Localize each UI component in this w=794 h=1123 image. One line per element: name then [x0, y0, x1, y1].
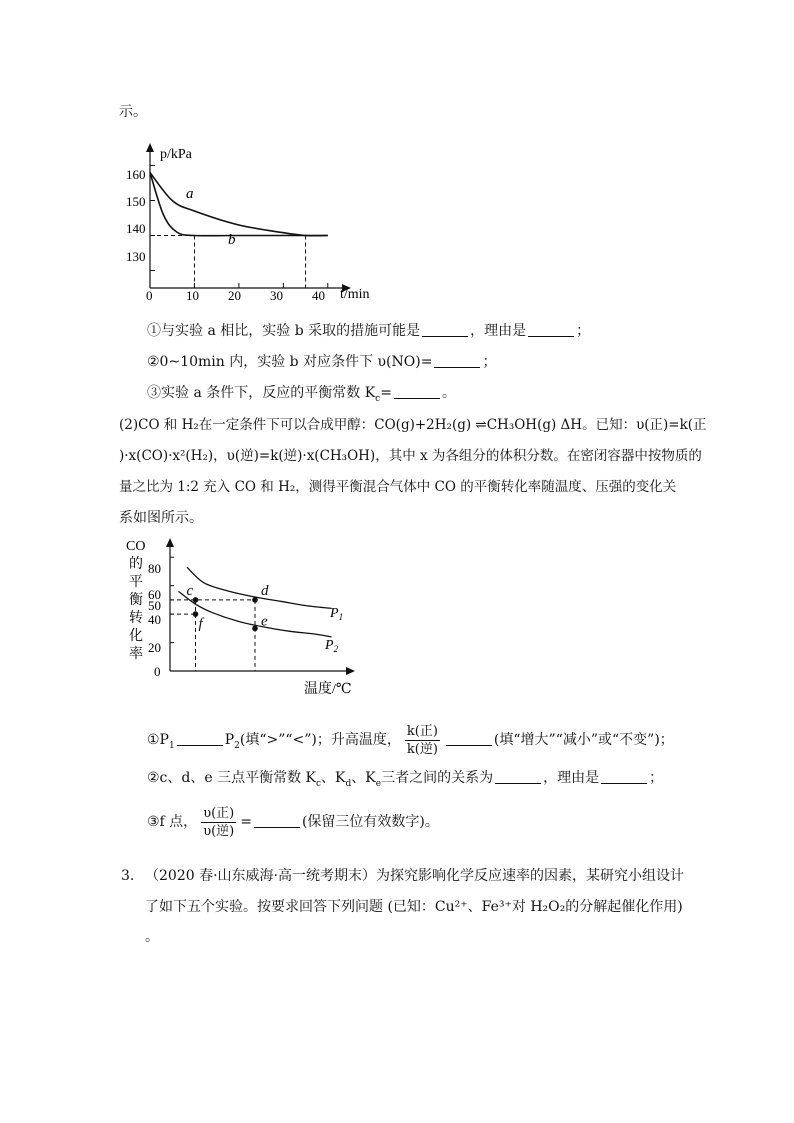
point-f-label: f: [198, 616, 203, 633]
ytick-160: 160: [126, 167, 146, 182]
y-axis-arrow: [166, 538, 174, 547]
point-d: [252, 597, 258, 603]
q3-line1: （2020 春·山东威海·高一统考期末）为探究影响化学反应速率的因素，某研究小组设计: [145, 868, 684, 884]
answer-blank[interactable]: [528, 322, 574, 337]
answer-blank[interactable]: [434, 353, 480, 368]
point-f: [193, 611, 199, 617]
y-label-char: 衡: [129, 593, 143, 608]
answer-blank[interactable]: [177, 731, 223, 746]
series-p1-label: $P_1$: [330, 606, 344, 622]
y-label-char: 的: [129, 557, 143, 572]
y-axis-label: p/kPa: [160, 147, 192, 162]
k-ratio-fraction: $\frac{\text{k(正)}}{\text{k(逆)}}$: [406, 723, 438, 757]
p2-line2: )·x(CO)·x²(H₂)，υ(逆)=k(逆)·x(CH₃OH)，其中 x 为各组分的体积分数。在密闭容器中按物质的: [119, 448, 702, 464]
y-label-char: 平: [129, 575, 143, 590]
q3-line3: 。: [145, 929, 159, 945]
q2-line1: $①P_1$ $P_2$(填“>”“<”)；升高温度， $\frac{\text{k(正)}}{\text{k(逆)}}$ (填“增大”“减小”或“不变”)；: [147, 723, 674, 757]
x-axis-label: 温度/℃: [304, 682, 352, 697]
y-label-char: 率: [129, 647, 143, 662]
ytick-60: 60: [148, 587, 161, 602]
ytick-40: 40: [148, 612, 161, 627]
x-axis-label: t/min: [340, 287, 370, 302]
ytick-50: 50: [148, 598, 161, 613]
xtick-20: 20: [228, 288, 241, 303]
q3-number: 3.: [121, 868, 135, 884]
ytick-140: 140: [126, 221, 146, 236]
y-axis-arrow: [146, 143, 154, 152]
y-label-char: 转: [129, 611, 143, 626]
point-e: [252, 626, 258, 632]
ytick-130: 130: [126, 249, 146, 264]
rate-ratio-fraction: $\frac{\text{υ(正)}}{\text{υ(逆)}}$: [203, 805, 235, 839]
y-label-char: 化: [129, 629, 143, 644]
conversion-temperature-chart: [118, 533, 368, 698]
x-axis-arrow: [346, 667, 355, 675]
ytick-20: 20: [148, 640, 161, 655]
answer-blank[interactable]: [254, 813, 300, 828]
point-c-label: c: [186, 582, 194, 599]
answer-blank[interactable]: [422, 322, 468, 337]
point-d-label: d: [261, 582, 269, 599]
point-c: [193, 597, 199, 603]
answer-blank[interactable]: [446, 731, 492, 746]
series-P1-curve: [187, 567, 332, 608]
p2-line3: 量之比为 1:2 充入 CO 和 H₂，测得平衡混合气体中 CO 的平衡转化率随温度、压强的变化关: [119, 479, 677, 495]
ytick-0: 0: [154, 664, 161, 679]
series-p2-label: $P_2$: [325, 638, 339, 654]
p2-line4: 系如图所示。: [119, 510, 203, 526]
point-e-label: e: [261, 613, 268, 630]
q3-line2: 了如下五个实验。按要求回答下列问题 (已知：Cu²⁺、Fe³⁺对 H₂O₂的分解起催化作用): [145, 899, 683, 915]
q1-line1: ①与实验 a 相比，实验 b 采取的措施可能是 ，理由是 ；: [147, 323, 591, 339]
q2-line3: ③f 点， $\frac{\text{υ(正)}}{\text{υ(逆)}}$ = (保留三位有效数字)。: [147, 805, 439, 839]
series-a-curve: [150, 173, 328, 236]
ytick-150: 150: [126, 194, 146, 209]
q2-line2: ②c、d、e 三点平衡常数 $K_c$、$K_d$、$K_e$三者之间的关系为 ，理由是 ；: [147, 770, 664, 789]
answer-blank[interactable]: [601, 769, 647, 784]
xtick-40: 40: [312, 288, 325, 303]
series-b-label: b: [228, 232, 236, 248]
q1-line2: ②0~10min 内，实验 b 对应条件下 υ(NO)= ；: [147, 354, 497, 370]
series-a-label: a: [186, 186, 194, 202]
answer-blank[interactable]: [495, 769, 541, 784]
xtick-30: 30: [270, 288, 283, 303]
xtick-0: 0: [146, 288, 153, 303]
q1-line3: ③实验 a 条件下，反应的平衡常数 $K_c=$ 。: [147, 385, 456, 404]
answer-blank[interactable]: [394, 384, 440, 399]
intro-tail: 示。: [119, 104, 147, 120]
pressure-time-chart: [118, 140, 388, 310]
y-label-co: CO: [126, 539, 146, 554]
xtick-10: 10: [186, 288, 199, 303]
ytick-80: 80: [148, 561, 161, 576]
p2-line1: (2)CO 和 H₂在一定条件下可以合成甲醇：CO(g)+2H₂(g) ⇌CH₃OH(g) ΔH。已知：υ(正)=k(正: [119, 417, 707, 433]
